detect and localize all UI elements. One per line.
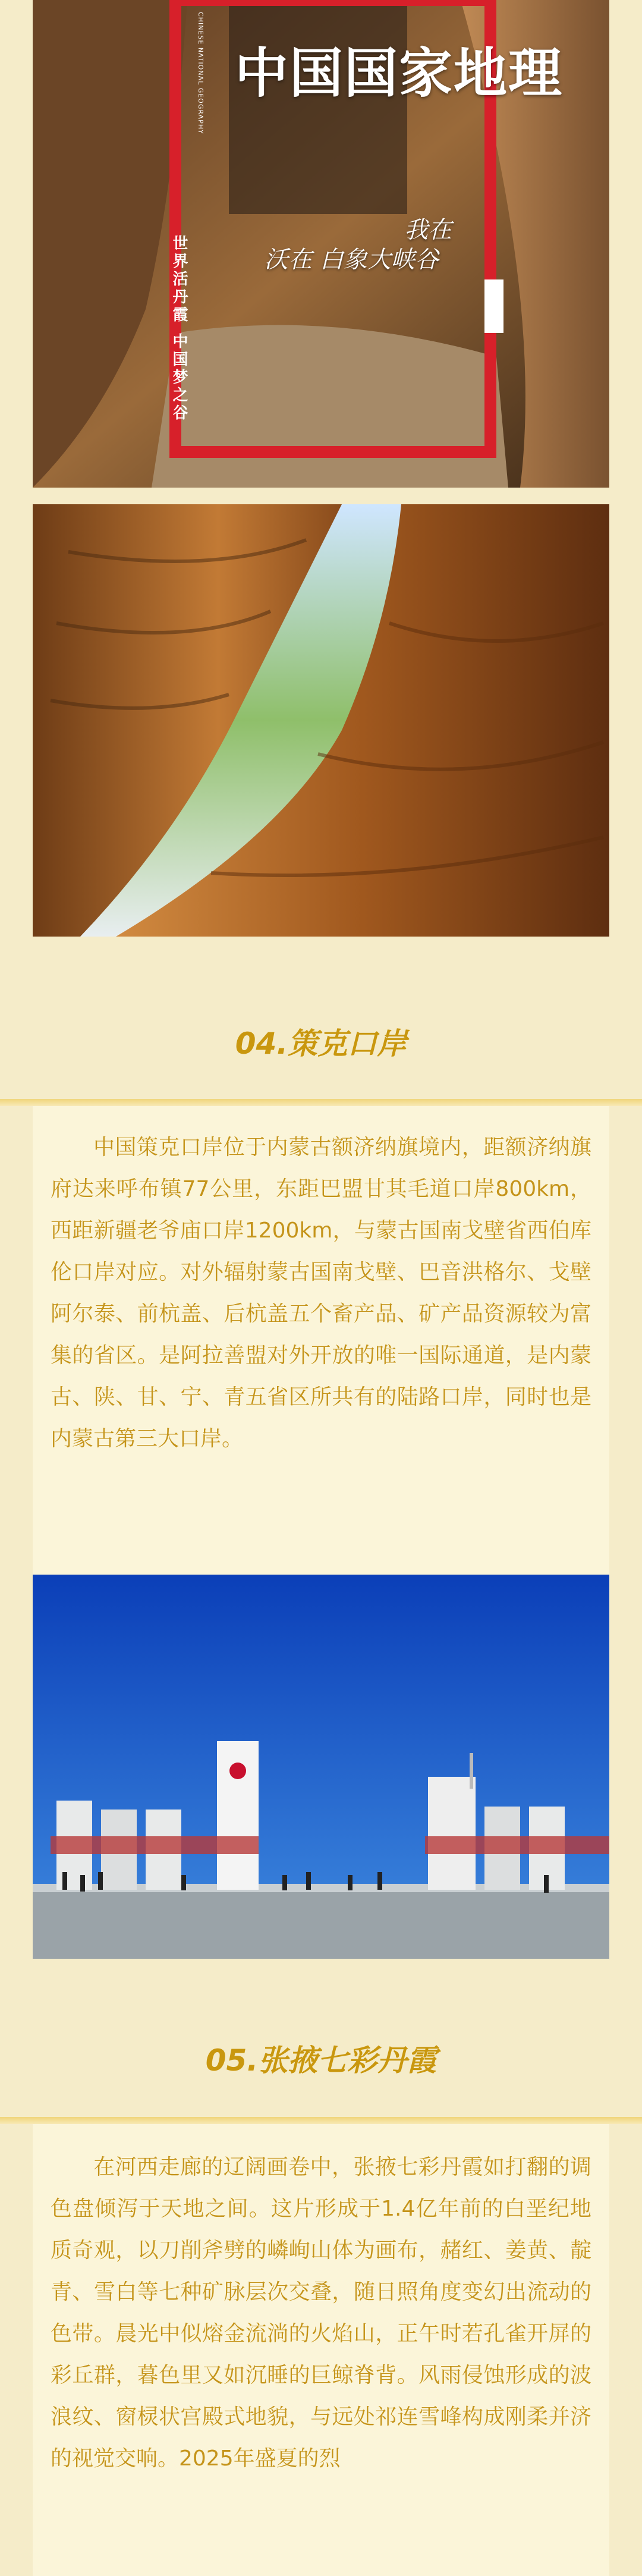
- port-photo: [33, 1575, 609, 1959]
- cover-subtitle-2: 沃在 白象大峡谷: [265, 246, 439, 274]
- section-divider-05: [0, 2117, 642, 2124]
- cover-tiny-text: CHINESE NATIONAL GEOGRAPHY: [197, 12, 204, 134]
- section-heading-04: 04.策克口岸: [235, 1026, 407, 1061]
- cover-vertical-1: 世界活丹霞: [170, 235, 188, 324]
- cover-vertical-2: 中国梦之谷: [170, 333, 188, 422]
- cover-title: 中国国家地理: [235, 42, 563, 105]
- canyon-photo: [33, 504, 609, 937]
- section-text-04: 中国策克口岸位于内蒙古额济纳旗境内，距额济纳旗府达来呼布镇77公里，东距巴盟甘其毛道口岸800km，西距新疆老爷庙口岸1200km，与蒙古国南戈壁省西伯库伦口岸对应。对外辐射蒙古国南戈壁、巴音洪格尔、戈壁阿尔泰、前杭盖、后杭盖五个畜产品、矿产品资源较为富集的省区。是阿拉善盟对外开放的唯一国际通道，是内蒙古、陕、甘、宁、青五省区所共有的陆路口岸，同时也是内蒙古第三大口岸。: [51, 1135, 591, 1451]
- cover-subtitle-1: 我在: [404, 216, 452, 244]
- canyon-interior-image: [33, 504, 609, 937]
- cover-photo: [33, 0, 609, 488]
- section-heading-05: 05.张掖七彩丹霞: [205, 2043, 437, 2078]
- section-text-05: 在河西走廊的辽阔画卷中，张掖七彩丹霞如打翻的调色盘倾泻于天地之间。这片形成于1.4亿年前的白垩纪地质奇观，以刀削斧劈的嶙峋山体为画布，赭红、姜黄、靛青、雪白等七种矿脉层次交叠，随日照角度变幻出流动的色带。晨光中似熔金流淌的火焰山，正午时若孔雀开屏的彩丘群，暮色里又如沉睡的巨鲸脊背。风雨侵蚀形成的波浪纹、窗棂状宫殿式地貌，与远处祁连雪峰构成刚柔并济的视觉交响。2025年盛夏的烈: [51, 2155, 591, 2471]
- ceke-port-image: [33, 1575, 609, 1959]
- section-divider-04: [0, 1099, 642, 1106]
